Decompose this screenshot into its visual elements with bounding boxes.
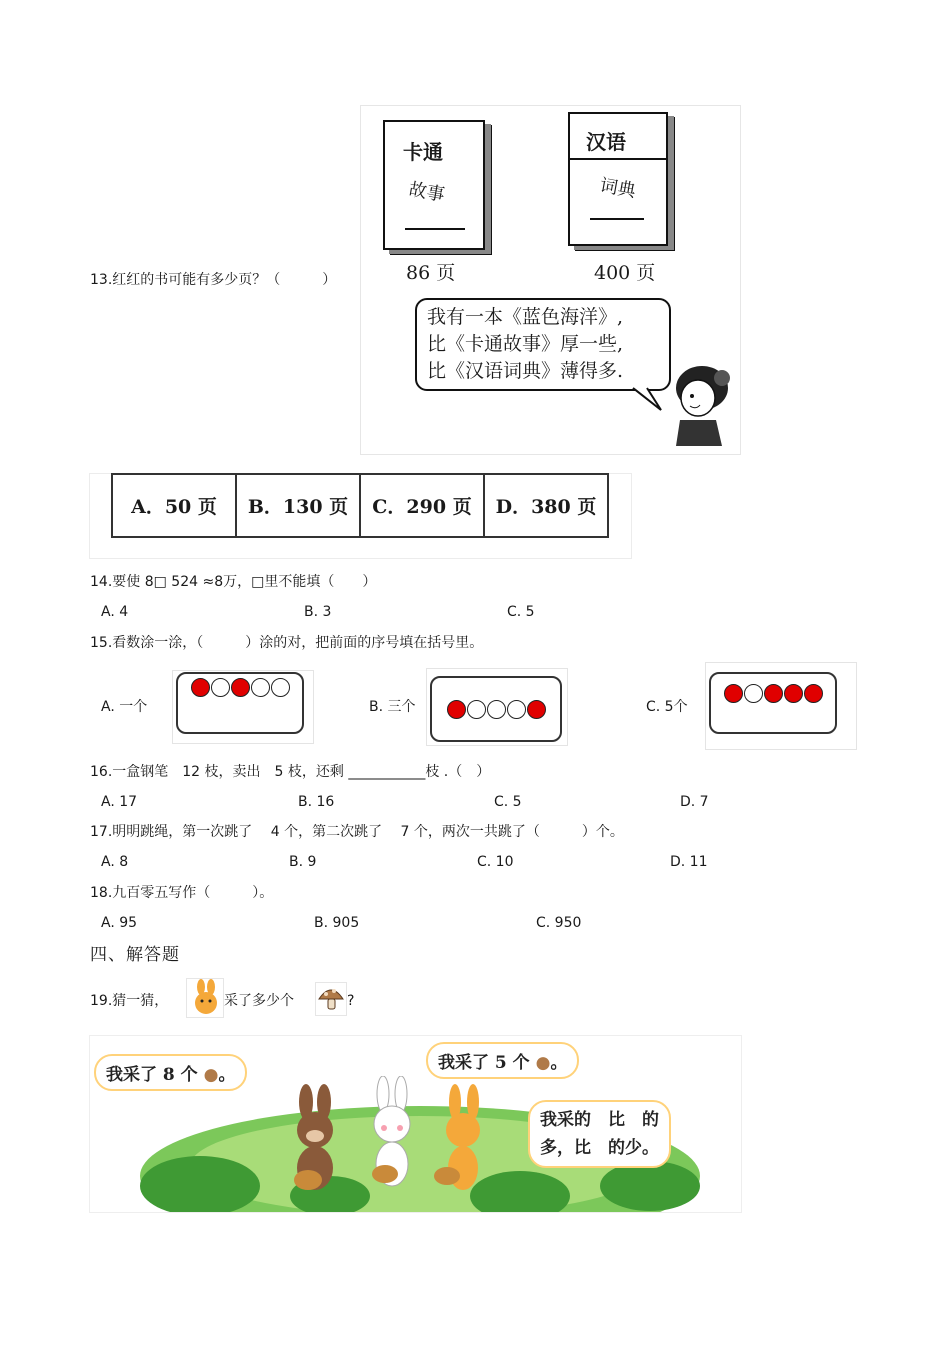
bead-white [744,684,763,703]
q19-rabbits-illustration [89,1035,742,1213]
brown-rabbit-speech-text: 我采了 8 个 [106,1065,198,1085]
bubble-line-2: 比《卡通故事》厚一些, [427,333,624,355]
book1-title: 卡通 [403,140,443,164]
q13-option-b[interactable]: B．130 页 [237,475,361,536]
mushroom-icon [315,982,347,1016]
cartoon-story-book [383,120,485,250]
mushroom-icon: ● [535,1053,551,1073]
brown-rabbit [280,1084,360,1204]
bead-red [447,700,466,719]
white-rabbit-speech: 我采了 5 个 ●。 [426,1042,579,1079]
bead-red [784,684,803,703]
q16-option-c[interactable]: C. 5 [494,794,522,810]
q18-option-a[interactable]: A. 95 [101,915,138,931]
orange-rabbit-speech [528,1100,671,1168]
q16-option-b[interactable]: B. 16 [298,794,335,810]
q15-option-a-label[interactable]: A. 一个 [101,699,148,715]
bead-red [804,684,823,703]
orange-speech-line-1: 我采的 比 的 [540,1110,659,1130]
q13-options [111,473,609,538]
book2-subtitle: 词典 [598,175,638,202]
question-19-suffix: ? [347,993,355,1009]
bead-white [467,700,486,719]
bubble-line-3: 比《汉语词典》薄得多. [427,360,624,382]
bead-white [211,678,230,697]
q15-option-b-label[interactable]: B. 三个 [369,699,416,715]
book2-pages: 400 页 [594,262,656,284]
q17-option-a[interactable]: A. 8 [101,854,129,870]
white-rabbit-speech-text: 我采了 5 个 [438,1053,530,1073]
bead-red [527,700,546,719]
q14-option-b[interactable]: B. 3 [304,604,332,620]
question-19-prefix: 19.猜一猜， [90,993,169,1009]
speech-tail [631,386,671,416]
orange-rabbit [425,1084,505,1204]
book2-underline [590,218,644,220]
q17-option-b[interactable]: B. 9 [289,854,317,870]
book1-underline [405,228,465,230]
q18-option-c[interactable]: C. 950 [536,915,582,931]
q17-option-d[interactable]: D. 11 [670,854,708,870]
bead-red [724,684,743,703]
orange-speech-line-2: 多，比 的少。 [540,1138,659,1158]
q15-option-c-label[interactable]: C. 5个 [646,699,688,715]
book2-title: 汉语 [586,130,626,154]
q13-illustration [360,105,741,455]
question-13: 13.红红的书可能有多少页？（ ） [90,272,337,288]
section-4-title: 四、解答题 [90,945,180,965]
orange-rabbit-icon [186,978,224,1018]
bead-red [231,678,250,697]
white-rabbit [355,1076,435,1196]
book1-subtitle: 故事 [407,179,447,206]
bead-white [271,678,290,697]
q13-option-c[interactable]: C．290 页 [361,475,485,536]
bead-red [191,678,210,697]
mushroom-icon: ● [203,1065,219,1085]
q14-option-c[interactable]: C. 5 [507,604,535,620]
question-19-middle: 采了多少个 [224,993,294,1009]
q14-option-a[interactable]: A. 4 [101,604,129,620]
question-18: 18.九百零五写作（ ）。 [90,885,274,901]
bead-white [251,678,270,697]
q16-option-a[interactable]: A. 17 [101,794,138,810]
q15-option-b-beads [430,676,562,742]
brown-rabbit-speech: 我采了 8 个 ●。 [94,1054,247,1091]
q17-option-c[interactable]: C. 10 [477,854,514,870]
q15-option-c-beads [709,672,837,734]
book2-divider [570,158,666,160]
bead-white [507,700,526,719]
bubble-line-1: 我有一本《蓝色海洋》, [427,306,624,328]
girl-speech-bubble [415,298,671,391]
book1-pages: 86 页 [406,262,456,284]
girl-illustration [666,358,736,448]
q18-option-b[interactable]: B. 905 [314,915,360,931]
question-14: 14.要使 8□ 524 ≈8万，□里不能填（ ） [90,574,377,590]
bead-red [764,684,783,703]
bead-white [487,700,506,719]
question-17: 17.明明跳绳，第一次跳了 4 个，第二次跳了 7 个，两次一共跳了（ ）个。 [90,824,624,840]
question-15: 15.看数涂一涂，（ ）涂的对，把前面的序号填在括号里。 [90,635,484,651]
q16-option-d[interactable]: D. 7 [680,794,709,810]
q15-option-a-beads [176,672,304,734]
q13-option-a[interactable]: A．50 页 [113,475,237,536]
chinese-dictionary-book [568,112,668,246]
question-16: 16.一盒钢笔 12 枝，卖出 5 枝，还剩 ___________枝 .（ ） [90,764,491,780]
q13-option-d[interactable]: D．380 页 [495,496,597,518]
